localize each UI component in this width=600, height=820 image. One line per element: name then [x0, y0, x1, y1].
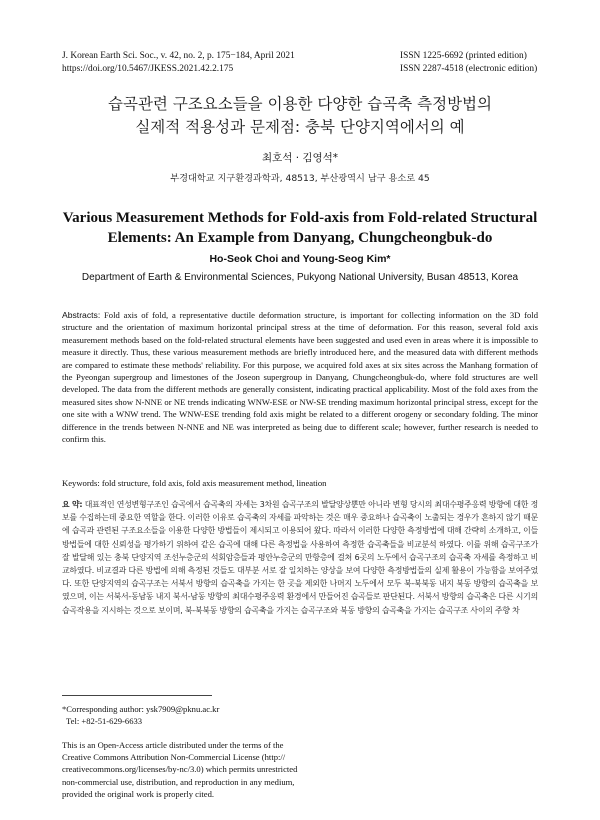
english-affiliation: Department of Earth & Environmental Sciences, Pukyong National University, Busan 48513, Korea — [81, 272, 519, 283]
open-access-line: Creative Commons Attribution Non-Commercial License (http:// — [62, 752, 286, 763]
english-title — [40, 208, 560, 248]
keywords-label: Keywords: — [62, 478, 100, 488]
open-access-line: This is an Open-Access article distributed under the terms of the — [62, 740, 284, 750]
english-title-line: Elements: An Example from Danyang, Chungcheongbuk-do — [107, 230, 493, 246]
english-authors: Ho-Seok Choi and Young-Seog Kim* — [209, 253, 391, 265]
korean-title — [40, 93, 560, 139]
issn-header — [400, 50, 537, 76]
corresponding-author: *Corresponding author: ysk7909@pknu.ac.kr — [62, 704, 220, 714]
korean-abstract-label: 요 약: — [62, 500, 83, 509]
korean-abstract-text: 대표적인 연성변형구조인 습곡에서 습곡축의 자세는 3차원 습곡구조의 발달양상뿐만 아니라 변형 당시의 최대수평주응력 방향에 대한 정보를 수집하는데 중요한 역할을 한다. 이러한 이유로 습곡축의 자세를 파악하는 것은 매우 중요하나 습곡축이 노출되는 경우가 흔하지 않기 때문에 습곡과 관련된 구조요소들을 이용한 다양한 방법들이 제시되고 이용되어 왔다. 따라서 이러한 다양한 측정방법에 대해 간략히 소개하고, 이들 방법들에 대한 신뢰성을 평가하기 위하여 같은 습곡에 대해 다른 측정법을 사용하여 측정한 습곡축들을 비교분석 하였다. 이를 위해 습곡구조가 잘 발달해 있는 충북 단양지역 조선누층군의 석회암층들과 평안누층군의 만항층에 걸쳐 6곳의 노두에서 습곡구조의 습곡축 자세를 측정하고 비교하였다. 비교결과 다른 방법에 의해 측정된 것들도 대부분 서로 잘 일치하는 양상을 보여 다양한 측정방법들의 실제 활용이 가능함을 보여주었다. 또한 단양지역의 습곡구조는 서북서 방향의 습곡축을 가지는 한 곳을 제외한 나머지 노두에서 모두 북-북북동 내지 북동 방향의 습곡축을 보였으며, 이는 서북서-동남동 내지 북서-남동 방향의 최대수평주응력 환경에서 만들어진 습곡들로 판단된다. 서북서 방향의 습곡축은 다른 시기의 습곡작용을 지시하는 것으로 보이며, 북-북북동 방향의 습곡축을 가지는 습곡구조와 북동 방향의 습곡축을 가지는 습곡구조 사이의 주향 차 — [62, 500, 538, 615]
doi-link[interactable]: https://doi.org/10.5467/JKESS.2021.42.2.175 — [62, 64, 234, 74]
open-access-line: non-commercial use, distribution, and reproduction in any medium, — [62, 776, 295, 787]
abstract-label: Abstracts: — [62, 310, 101, 320]
open-access-line: provided the original work is properly cited. — [62, 788, 215, 799]
korean-title-line: 습곡관련 구조요소들을 이용한 다양한 습곡축 측정방법의 — [108, 95, 492, 113]
korean-authors: 최호석 · 김영석* — [261, 152, 339, 164]
korean-title-line: 실제적 적용성과 문제점: 충북 단양지역에서의 예 — [135, 118, 465, 136]
telephone: Tel: +82-51-629-6633 — [66, 716, 143, 726]
open-access-notice — [62, 739, 312, 800]
issn-print: ISSN 1225-6692 (printed edition) — [400, 51, 527, 61]
english-title-line: Various Measurement Methods for Fold-axis from Fold-related Structural — [62, 210, 538, 226]
open-access-line: creativecommons.org/licenses/by-nc/3.0) which permits unrestricted — [62, 764, 298, 775]
keywords-text: fold structure, fold axis, fold axis measurement method, lineation — [101, 478, 327, 488]
journal-header — [62, 50, 295, 76]
english-abstract — [62, 309, 538, 445]
corresponding-author-footnote — [62, 703, 219, 727]
journal-citation: J. Korean Earth Sci. Soc., v. 42, no. 2, p. 175−184, April 2021 — [62, 51, 295, 61]
footnote-divider — [62, 695, 212, 696]
korean-abstract — [62, 498, 538, 617]
korean-affiliation: 부경대학교 지구환경과학과, 48513, 부산광역시 남구 용소로 45 — [170, 173, 430, 184]
issn-electronic: ISSN 2287-4518 (electronic edition) — [400, 64, 538, 74]
keywords — [62, 477, 538, 489]
abstract-text: Fold axis of fold, a representative ductile deformation structure, is important for collecting information on the 3D fold structure and the orientation of maximum horizontal principal stress at the time of deformation. For this reason, several fold axis measurement methods based on the fold-related structural elements have been suggested and used even in areas where it is impossible to measure it directly. Thus, these various measurement methods are briefly introduced here, and the measured data with different methods are compared to estimate these methods' reliability. For this purpose, we acquired fold axes at six sites across the Manhang formation of the Pyeongan supergroup and limestones of the Joseon supergroup in Danyang, Chungcheongbuk-do, where fold structures are well developed. The data from the different methods are generally consistent, indicating practical applicability. Most of the fold axes from the measured sites show N-NNE or NE trends indicating WNW-ESE or NW-SE trending maximum horizontal principal stress, except for the one site with a WNW trend. The WNW-ESE trending fold axis might be related to a different orogeny or secondary folding. The minor difference in the trends between N-NNE and NE was interpreted as being due to different scale; however, further research is needed to confirm this. — [62, 310, 538, 445]
